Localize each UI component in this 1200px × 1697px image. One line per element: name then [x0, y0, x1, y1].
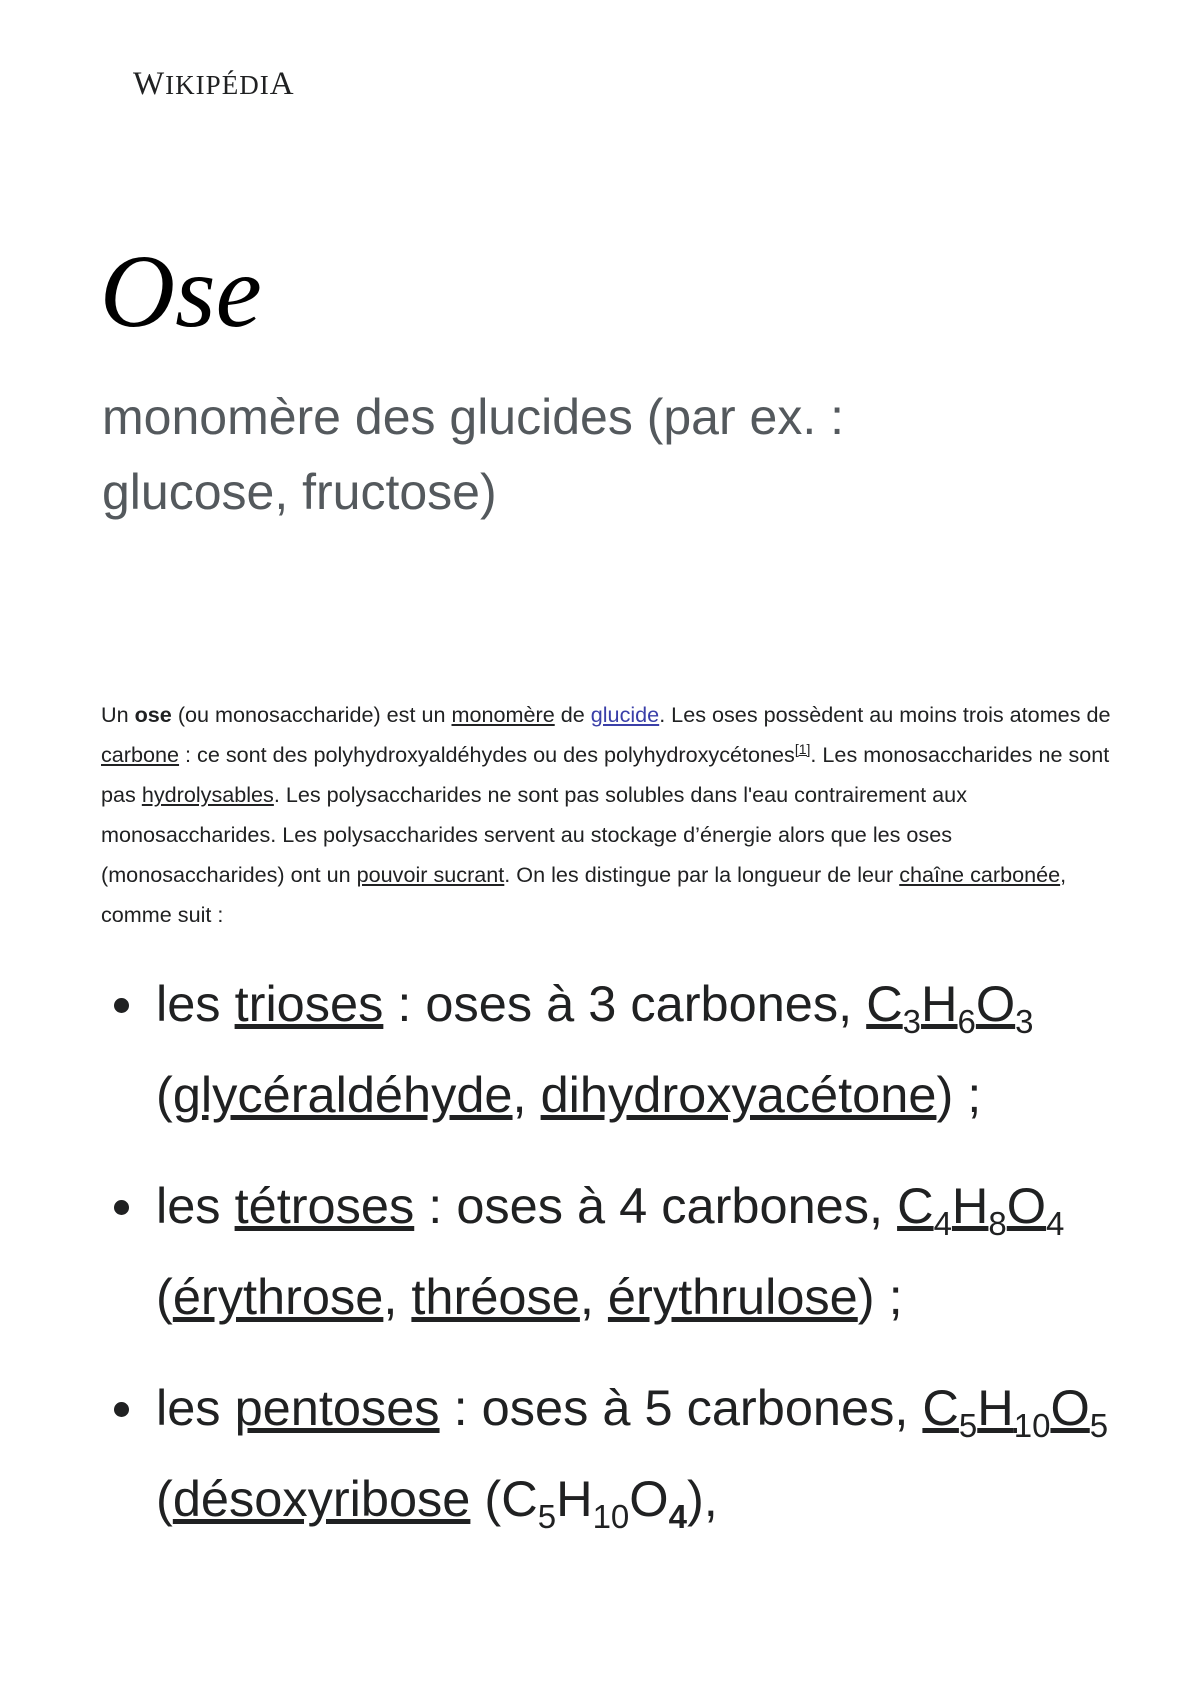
formula-link[interactable]: $C_3H_6O_3$ [866, 975, 1034, 1040]
link-monomere[interactable]: monomère [451, 702, 555, 727]
list-text: , [512, 1066, 541, 1123]
formula-link[interactable]: $C_4H_8O_4$ [897, 1177, 1065, 1242]
list-text: : oses à 5 carbones, [439, 1379, 923, 1436]
list-text: : oses à 4 carbones, [414, 1177, 898, 1234]
lead-text: de [554, 702, 591, 727]
lead-text: : ce sont des polyhydroxyaldéhydes ou des polyhydroxycétones [179, 742, 795, 767]
link-desoxyribose[interactable]: désoxyribose [172, 1470, 471, 1527]
link-tetroses[interactable]: tétroses [234, 1177, 415, 1234]
list-text: les [156, 1177, 235, 1234]
list-text: ), [686, 1470, 718, 1527]
lead-bold-term: ose [134, 702, 172, 727]
lead-text: . Les polysaccharides ne sont pas solubles dans l'eau contrairement aux monosaccharides. Les polysaccharides servent au stockage d’énergie alors que les oses (monosaccharides) ont un [101, 782, 967, 887]
list-text: ) ; [857, 1268, 903, 1325]
ose-classification-list [100, 958, 1196, 1564]
list-text: , [579, 1268, 608, 1325]
link-glucide[interactable]: glucide [590, 702, 660, 727]
link-glyceraldehyde[interactable]: glycéraldéhyde [172, 1066, 513, 1123]
link-threose[interactable]: thréose [411, 1268, 580, 1325]
lead-text: , comme suit : [101, 862, 1067, 927]
list-text: , [383, 1268, 412, 1325]
page-subtitle: monomère des glucides (par ex. : glucose, fructose) [102, 389, 845, 520]
lead-text: . Les oses possèdent au moins trois atomes de [659, 702, 1111, 727]
list-text: ( [470, 1470, 502, 1527]
list-text: ( [156, 1268, 173, 1325]
list-item [156, 958, 1196, 1140]
link-chaine-carbonee[interactable]: chaîne carbonée [899, 862, 1061, 887]
link-hydrolysables[interactable]: hydrolysables [141, 782, 274, 807]
lead-text: (ou monosaccharide) est un [171, 702, 452, 727]
list-item [156, 1362, 1196, 1544]
list-text: ( [156, 1470, 173, 1527]
list-text: ( [156, 1066, 173, 1123]
lead-text: Un [101, 702, 135, 727]
list-text: ) ; [936, 1066, 982, 1123]
formula-link[interactable]: $C_5H_{10}O_5$ [922, 1379, 1109, 1444]
wikipedia-logo[interactable] [133, 66, 295, 103]
link-trioses[interactable]: trioses [234, 975, 384, 1032]
link-carbone[interactable]: carbone [101, 742, 180, 767]
list-text: : oses à 3 carbones, [383, 975, 867, 1032]
link-dihydroxyacetone[interactable]: dihydroxyacétone [540, 1066, 937, 1123]
link-pentoses[interactable]: pentoses [234, 1379, 440, 1436]
link-pouvoir-sucrant[interactable]: pouvoir sucrant [356, 862, 505, 887]
list-item [156, 1160, 1196, 1342]
lead-paragraph [101, 695, 1111, 935]
reference-link[interactable]: [1] [794, 740, 811, 757]
lead-text: . On les distingue par la longueur de leur [504, 862, 900, 887]
list-text: les [156, 1379, 235, 1436]
lead-text: . Les monosaccharides ne sont pas [101, 742, 1110, 807]
formula-text: $C_5H_{10}O_4$ [501, 1470, 687, 1535]
page-title: Ose [100, 234, 262, 349]
link-erythrose[interactable]: érythrose [172, 1268, 384, 1325]
list-text: les [156, 975, 235, 1032]
logo-text: WIKIPÉDIA [133, 66, 295, 102]
link-erythrulose[interactable]: érythrulose [607, 1268, 858, 1325]
